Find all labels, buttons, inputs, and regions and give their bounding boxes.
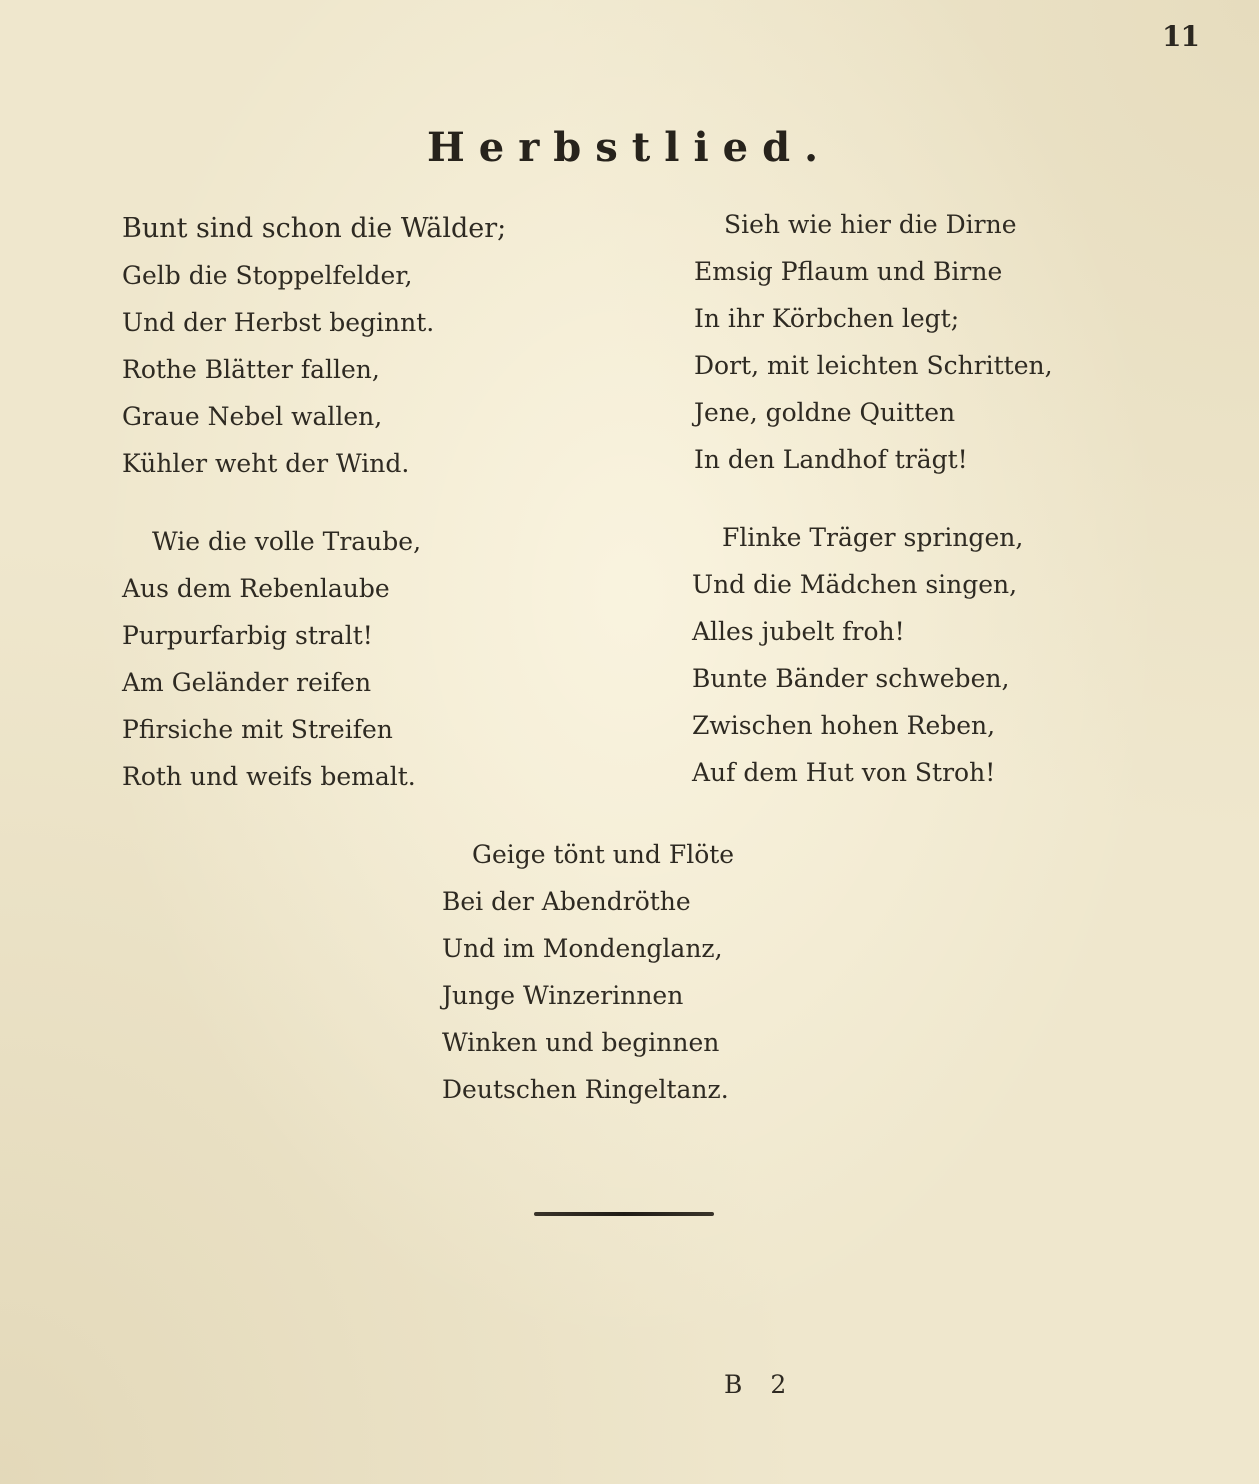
verse-line: In den Landhof trägt! [694,445,968,474]
verse-line: Roth und weifs bemalt. [122,762,416,791]
verse-line: Rothe Blätter fallen, [122,355,380,384]
verse-line: Aus dem Rebenlaube [122,574,390,603]
verse-line: Und im Mondenglanz, [442,934,723,963]
verse-line: Bunte Bänder schweben, [692,664,1010,693]
verse-line: Zwischen hohen Reben, [692,711,996,740]
stanza-4 [692,514,1023,796]
verse-line: Geige tönt und Flöte [472,840,735,869]
verse-line: Kühler weht der Wind. [122,449,410,478]
stanza-3 [122,518,421,800]
verse-line: Wie die volle Traube, [152,527,422,556]
verse-line: Dort, mit leichten Schritten, [694,351,1053,380]
verse-line: Und der Herbst beginnt. [122,308,435,337]
verse-line: Deutschen Ringeltanz. [442,1075,729,1104]
verse-line: Bunt sind schon die Wälder; [122,213,507,244]
stanza-5 [442,831,734,1113]
verse-line: Jene, goldne Quitten [694,398,956,427]
verse-line: Flinke Träger springen, [722,523,1024,552]
poem-title: Herbstlied. [426,124,832,171]
verse-line: Emsig Pflaum und Birne [694,257,1003,286]
verse-line: Pfirsiche mit Streifen [122,715,393,744]
signature-mark: B 2 [724,1370,797,1399]
stanza-1 [122,205,506,487]
verse-line: Alles jubelt froh! [692,617,905,646]
verse-line: Junge Winzerinnen [442,981,684,1010]
verse-line: Gelb die Stoppelfelder, [122,261,413,290]
verse-line: Winken und beginnen [442,1028,720,1057]
verse-line: Am Geländer reifen [122,668,372,697]
verse-line: Bei der Abendröthe [442,887,691,916]
verse-line: Purpurfarbig stralt! [122,621,373,650]
stanza-2 [694,201,1053,483]
verse-line: Sieh wie hier die Dirne [724,210,1017,239]
end-rule-divider [534,1212,714,1216]
verse-line: Und die Mädchen singen, [692,570,1018,599]
verse-line: In ihr Körbchen legt; [694,304,960,333]
verse-line: Auf dem Hut von Stroh! [692,758,996,787]
verse-line: Graue Nebel wallen, [122,402,383,431]
page-number: 11 [1162,20,1199,53]
